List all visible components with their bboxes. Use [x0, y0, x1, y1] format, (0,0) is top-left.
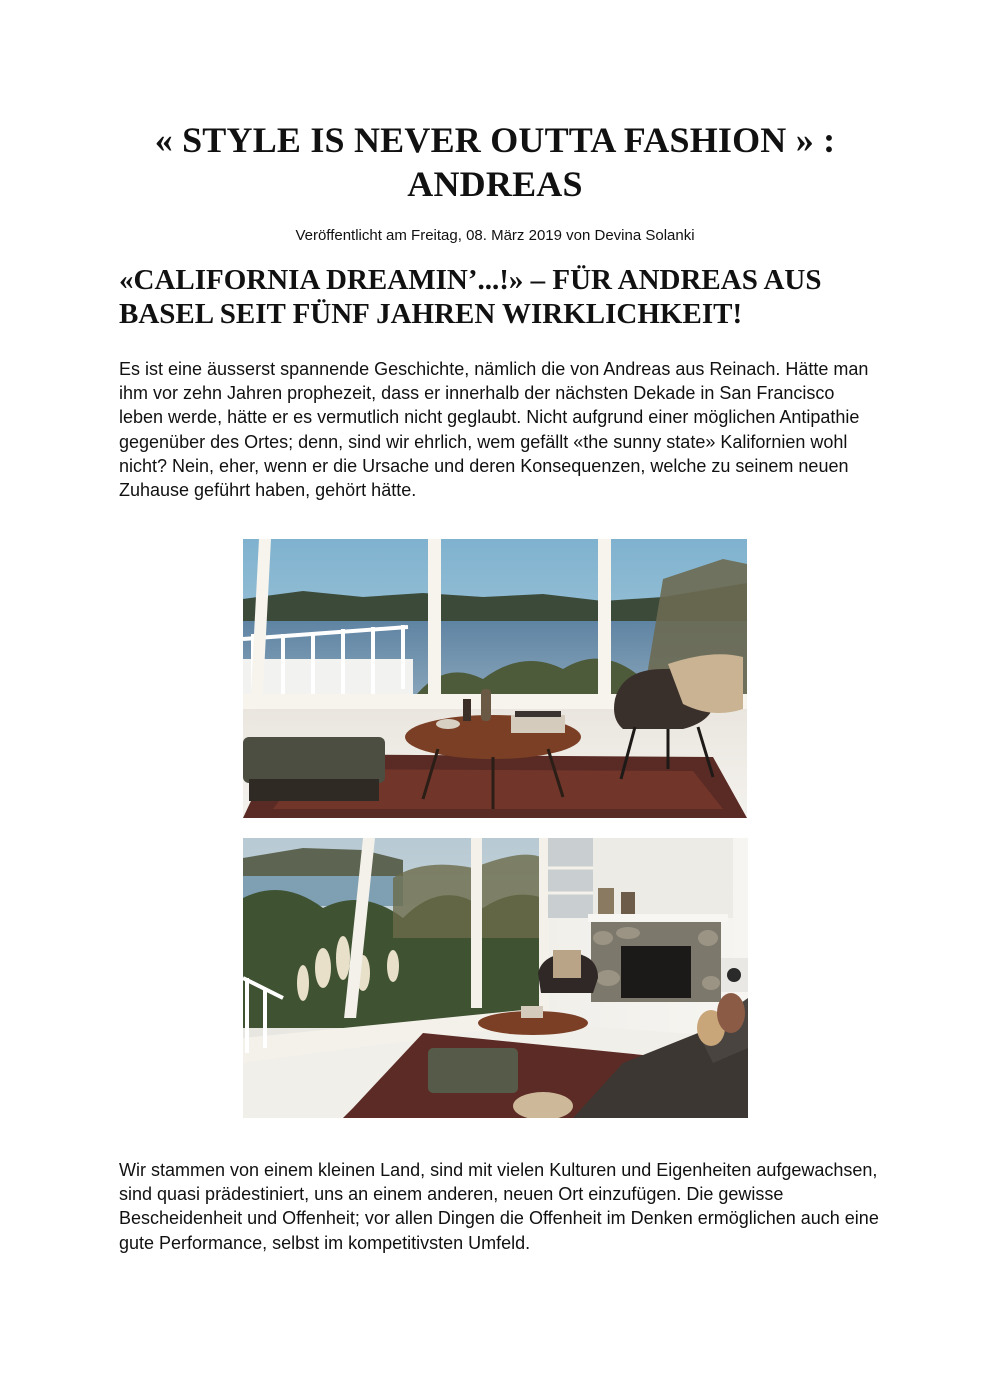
- article-title-line1: « STYLE IS NEVER OUTTA FASHION » :: [154, 120, 836, 160]
- living-room-fireplace-photo: [243, 838, 748, 1118]
- paragraph-intro: Es ist eine äusserst spannende Geschichte, nämlich die von Andreas aus Reinach. Hätte man ihm vor zehn Jahren prophezeit, dass er innerhalb der nächsten Dekade in San Francisco leben werde, hätte er es vermutlich nicht geglaubt. Nicht aufgrund einer möglichen Antipathie gegenüber des Ortes; denn, sind wir ehrlich, wem gefällt «the sunny state» Kalifornien wohl nicht? Nein, eher, wenn er die Ursache und deren Konsequenzen, welche zu seinem neuen Zuhause geführt haben, gehört hätte.: [119, 359, 869, 501]
- article-title-line2: ANDREAS: [407, 164, 583, 204]
- living-room-bay-view-photo: [243, 539, 747, 818]
- article-byline: Veröffentlicht am Freitag, 08. März 2019 von Devina Solanki: [295, 227, 695, 244]
- article-title: [120, 118, 870, 206]
- article-subheading: [119, 263, 879, 331]
- article-subheading-line2: BASEL SEIT FÜNF JAHREN WIRKLICHKEIT!: [119, 298, 743, 330]
- paragraph-closing: Wir stammen von einem kleinen Land, sind mit vielen Kulturen und Eigenheiten aufgewachsen, sind quasi prädestiniert, uns an einem anderen, neuen Ort einzufügen. Die gewisse Bescheidenheit und Offenheit; vor allen Dingen die Offenheit im Denken ermöglichen auch eine gute Performance, selbst im kompetitivsten Umfeld.: [119, 1160, 879, 1253]
- article-subheading-line1: «CALIFORNIA DREAMIN’...!» – FÜR ANDREAS AUS: [119, 264, 822, 296]
